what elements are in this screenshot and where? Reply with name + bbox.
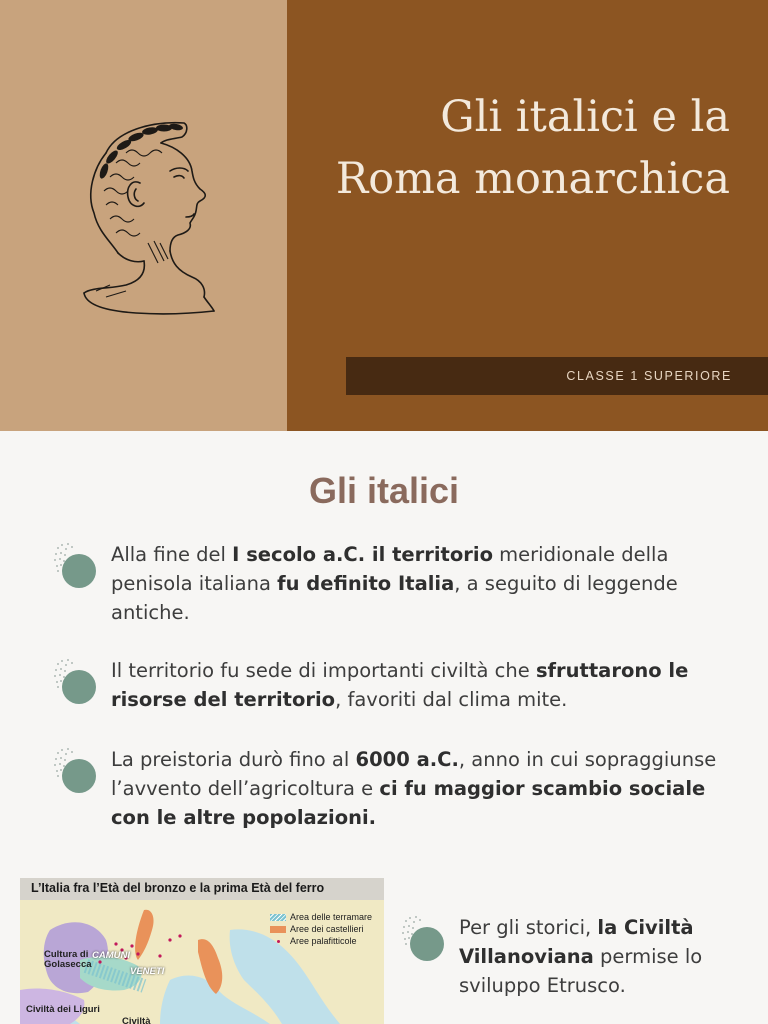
bullet-text xyxy=(459,913,721,1000)
cover-slide xyxy=(0,0,768,431)
legend-swatch xyxy=(270,926,286,933)
cover-title-line2: Roma monarchica xyxy=(335,154,730,204)
bullet-text-bold: 6000 a.C. xyxy=(355,748,459,771)
cover-title-line1: Gli italici e la xyxy=(440,92,730,142)
map-legend xyxy=(270,911,372,947)
map-label-camuni: CAMUNI xyxy=(92,950,130,961)
map-label-veneti: VENETI xyxy=(130,966,165,977)
bullet-text-run: La preistoria durò fino al xyxy=(111,748,356,771)
legend-label: Aree dei castellieri xyxy=(290,924,364,934)
bullet-text-bold: sfruttarono le risorse del territorio xyxy=(111,659,689,711)
bullet-dot-icon xyxy=(52,540,100,588)
bullet-text-bold: fu definito Italia xyxy=(277,572,455,595)
italy-bronze-age-map xyxy=(20,878,384,1024)
map-label-golasecca: Cultura di Golasecca xyxy=(44,949,92,970)
legend-label: Aree palafitticole xyxy=(290,936,357,946)
bullet-dot-icon xyxy=(52,656,100,704)
cover-left-panel xyxy=(0,0,287,431)
bullet-dot-icon xyxy=(400,913,448,961)
legend-label: Area delle terramare xyxy=(290,912,373,922)
bullet-text-run: , a seguito di leggende antiche. xyxy=(111,572,678,624)
bullet-text-run: Il territorio fu sede di importanti civiltà che xyxy=(111,659,536,682)
bullet-dot-icon xyxy=(52,745,100,793)
legend-item xyxy=(270,935,372,947)
roman-bust-illustration xyxy=(66,113,216,323)
bullet-text-run: permise lo sviluppo Etrusco. xyxy=(459,945,703,997)
bullet-text-run: , favoriti dal clima mite. xyxy=(335,688,568,711)
bullet-text xyxy=(111,656,741,714)
section-title: Gli italici xyxy=(308,470,460,511)
cover-subtitle: CLASSE 1 SUPERIORE xyxy=(566,369,732,383)
cover-title xyxy=(310,86,730,210)
map-label-civilta: Civiltà xyxy=(122,1016,151,1024)
bullet-text xyxy=(111,540,741,627)
map-label-liguri: Civiltà dei Liguri xyxy=(26,1004,100,1015)
bullet-text-run: Alla fine del xyxy=(111,543,233,566)
bullet-text-run: , anno in cui sopraggiunse l’avvento dell’agricoltura e xyxy=(111,748,717,800)
bullet-text-bold: la Civiltà Villanoviana xyxy=(459,916,694,968)
legend-swatch xyxy=(270,938,286,945)
legend-item xyxy=(270,911,372,923)
bullet-text-run: Per gli storici, xyxy=(459,916,598,939)
subtitle-bar xyxy=(346,357,768,395)
bullet-text xyxy=(111,745,741,832)
bullet-text-bold: ci fu maggior scambio sociale con le altre popolazioni. xyxy=(111,777,706,829)
legend-item xyxy=(270,923,372,935)
map-title: L’Italia fra l’Età del bronzo e la prima Età del ferro xyxy=(20,878,384,900)
legend-swatch xyxy=(270,914,286,921)
bullet-text-run: meridionale della penisola italiana xyxy=(111,543,669,595)
bullet-text-bold: I secolo a.C. il territorio xyxy=(232,543,493,566)
